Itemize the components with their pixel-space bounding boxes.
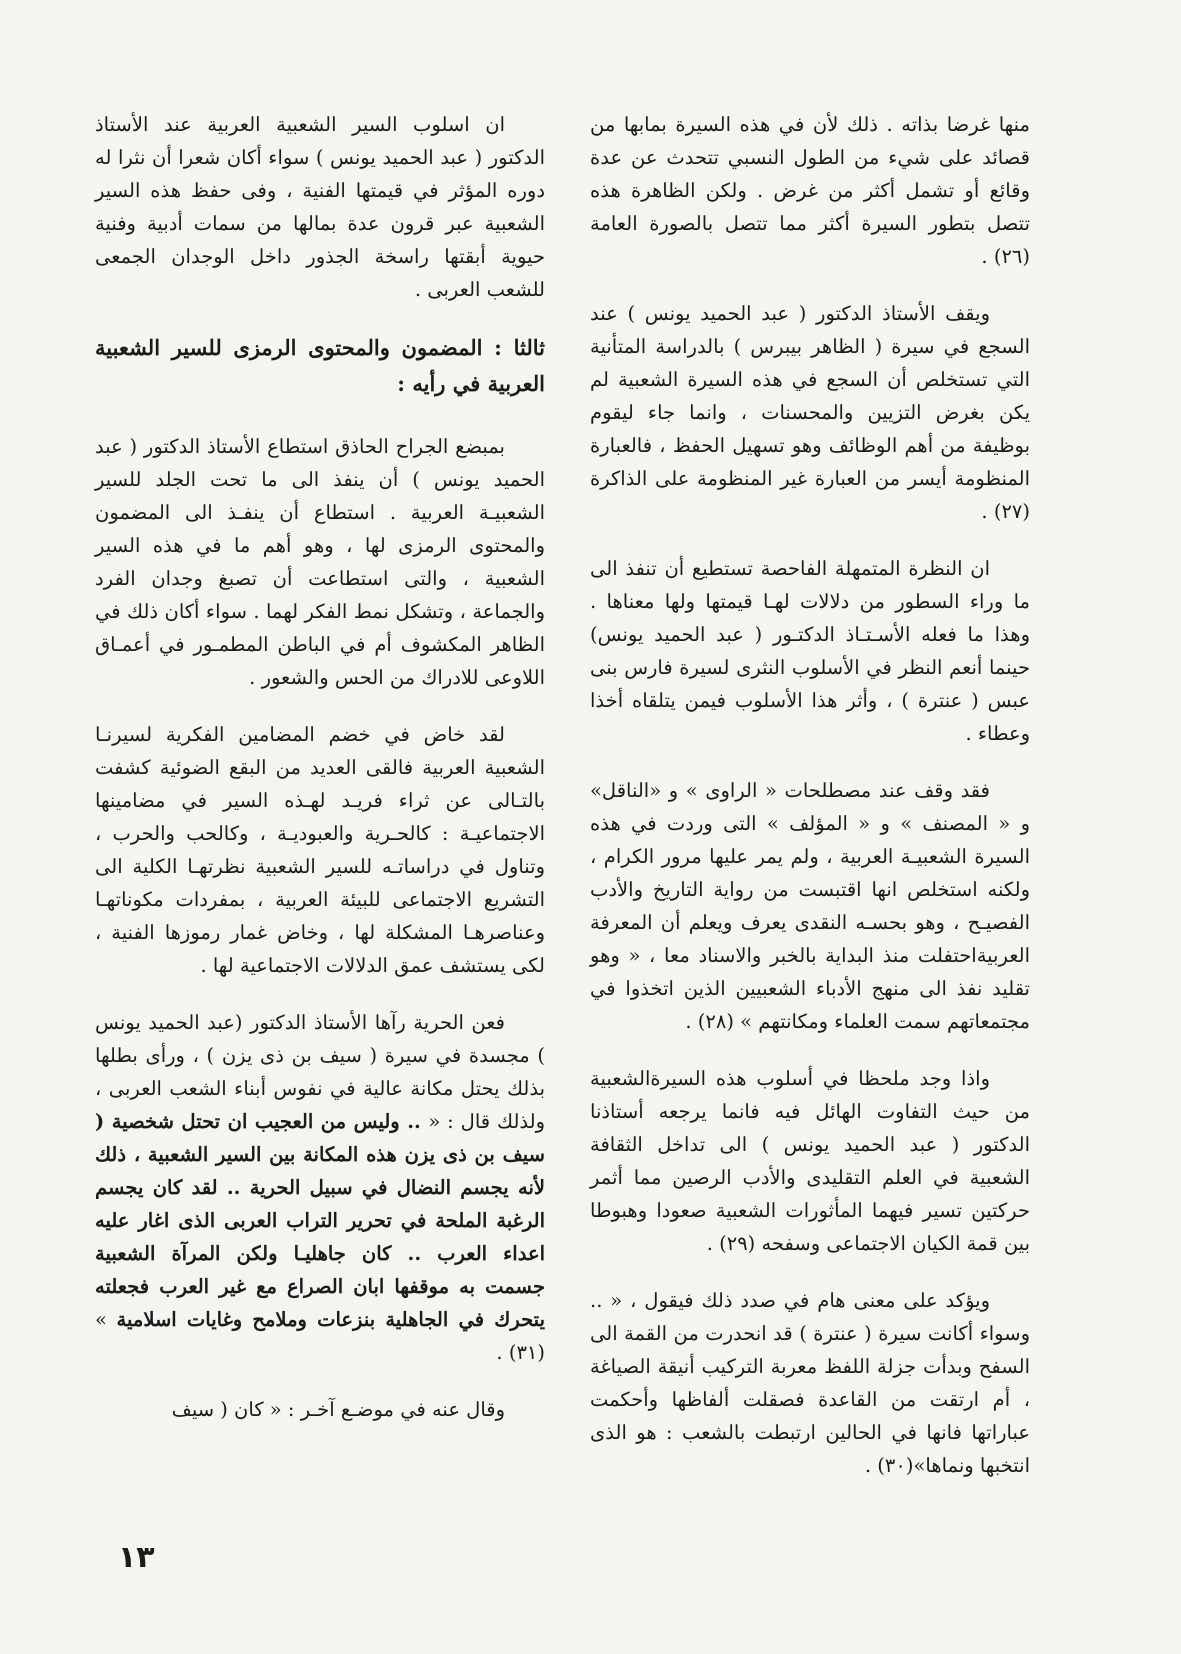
page-number: ١٣ [118,1540,155,1575]
paragraph: لقد خاض في خضم المضامين الفكرية لسيرنـا الشعبية العربية فالقى العديد من البقع الضوئية كشفت بالتـالى عن ثراء فريـد لهـذه السير في مضامينها الاجتماعيـة : كالحـرية والعبوديـة ، وكالحب والحرب ، وتناول في دراساتـه للسير الشعبية نظرتهـا الكلية الى التشريع الاجتماعى للبيئة العربية ، بمفردات مكوناتهـا وعناصرهـا المشكلة لها ، وخاض غمار رموزها الفنية ، لكى يستشف عمق الدلالات الاجتماعية لها . [95,723,545,977]
right-column [590,108,1030,1506]
paragraph: ويقف الأستاذ الدكتور ( عبد الحميد يونس ) عند السجع في سيرة ( الظاهر بيبرس ) بالدراسة المتأنية التي تستخلص أن السجع في هذه السيرة الشعبية لم يكن بغرض التزيين والمحسنات ، وانما جاء ليقوم بوظيفة من أهم الوظائف وهو تسهيل الحفظ ، فالعبارة المنظومة أيسر من العبارة غير المنظومة على الذاكرة (٢٧) . [590,302,1030,523]
quote-citation: » (٣١) . [95,1308,545,1364]
paragraph: واذا وجد ملحظا في أسلوب هذه السيرةالشعبية من حيث التفاوت الهائل فيه فانما يرجعه أستاذنا الدكتور ( عبد الحميد يونس ) الى تداخل الثقافة الشعبية في العلم التقليدى والأدب الرصين مما أثمر حركتين تسير فيهما المأثورات الشعبية صعودا وهبوطا بين قمة الكيان الاجتماعى وسفحه (٢٩) . [590,1067,1030,1255]
section-heading: ثالثا : المضمون والمحتوى الرمزى للسير الشعبية العربية في رأيه : [95,335,545,396]
paragraph [95,1006,545,1369]
left-column [95,108,545,1450]
paragraph: ويؤكد على معنى هام في صدد ذلك فيقول ، « .. وسواء أكانت سيرة ( عنترة ) قد انحدرت من القمة الى السفح وبدأت جزلة اللفظ معربة التركيب أنيقة الصياغة ، أم ارتقت من القاعدة فصقلت ألفاظها وأحكمت عباراتها فانها في الحالين ارتبطت بالشعب : هو الذى انتخبها ونماها»(٣٠) . [590,1289,1030,1477]
paragraph: بمبضع الجراح الحاذق استطاع الأستاذ الدكتور ( عبد الحميد يونس ) أن ينفذ الى ما تحت الجلد للسير الشعبيـة العربية . استطاع أن ينفـذ الى المضمون والمحتوى الرمزى لها ، وهو أهم ما في هذه السير الشعبية ، والتى استطاعت أن تصبغ وجدان الفرد والجماعة ، وتشكل نمط الفكر لهما . سواء أكان ذلك في الظاهر المكشوف أم في الباطن المطمـور في أعمـاق اللاوعى للادراك من الحس والشعور . [95,435,545,689]
paragraph: ان النظرة المتمهلة الفاحصة تستطيع أن تنفذ الى ما وراء السطور من دلالات لهـا قيمتها ولها معناها . وهذا ما فعله الأسـتـاذ الدكتـور ( عبد الحميد يونس) حينما أنعم النظر في الأسلوب النثرى لسيرة فارس بنى عبس ( عنترة ) ، وأثر هذا الأسلوب فيمن يتلقاه أخذا وعطاء . [590,557,1030,745]
paragraph: فقد وقف عند مصطلحات « الراوى » و «الناقل» و « المصنف » و « المؤلف » التى وردت في هذه السيرة الشعبيـة العربية ، ولم يمر عليها مرور الكرام ، ولكنه استخلص انها اقتبست من رواية التاريخ والأدب الفصيـح ، وهو بحسـه النقدى يعرف ويعلم أن المعرفة العربيةاحتفلت منذ البداية بالخبر والاسناد معا ، « وهو تقليد نفذ الى منهج الأدباء الشعبيين الذين اتخذوا في مجتمعاتهم سمت العلماء ومكانتهم » (٢٨) . [590,779,1030,1033]
bold-quote: .. وليس من العجيب ان تحتل شخصية ( سيف بن ذى يزن هذه المكانة بين السير الشعبية ، ذلك لأنه يجسم النضال في سبيل الحرية .. لقد كان يجسم الرغبة الملحة في تحرير التراب العربى الذى اغار عليه اعداء العرب .. كان جاهليـا ولكن المرآة الشعبية جسمت به موقفها ابان الصراع مع غير العرب فجعلته يتحرك في الجاهلية بنزعات وملامح وغايات اسلامية [95,1110,545,1331]
paragraph: ان اسلوب السير الشعبية العربية عند الأستاذ الدكتور ( عبد الحميد يونس ) سواء أكان شعرا أن نثرا له دوره المؤثر في قيمتها الفنية ، وفى حفظ هذه السير الشعبية عبر قرون عدة بمالها من سمات أدبية وفنية حيوية أبقتها راسخة الجذور داخل الوجدان الجمعى للشعب العربى . [95,113,545,301]
paragraph: وقال عنه في موضـع آخـر : « كان ( سيف [171,1398,505,1421]
paragraph: منها غرضا بذاته . ذلك لأن في هذه السيرة بمابها من قصائد على شيء من الطول النسبي تتحدث عن عدة وقائع أو تشمل أكثر من غرض . ولكن الظاهرة هذه تتصل بتطور السيرة أكثر مما تتصل بالصورة العامة (٢٦) . [590,113,1030,268]
paragraph-intro: فعن الحرية رآها الأستاذ الدكتور (عبد الحميد يونس ) مجسدة في سيرة ( سيف بن ذى يزن ) ، ورأى بطلها بذلك يحتل مكانة عالية في نفوس أبناء الشعب العربى ، ولذلك قال : « [95,1011,545,1133]
